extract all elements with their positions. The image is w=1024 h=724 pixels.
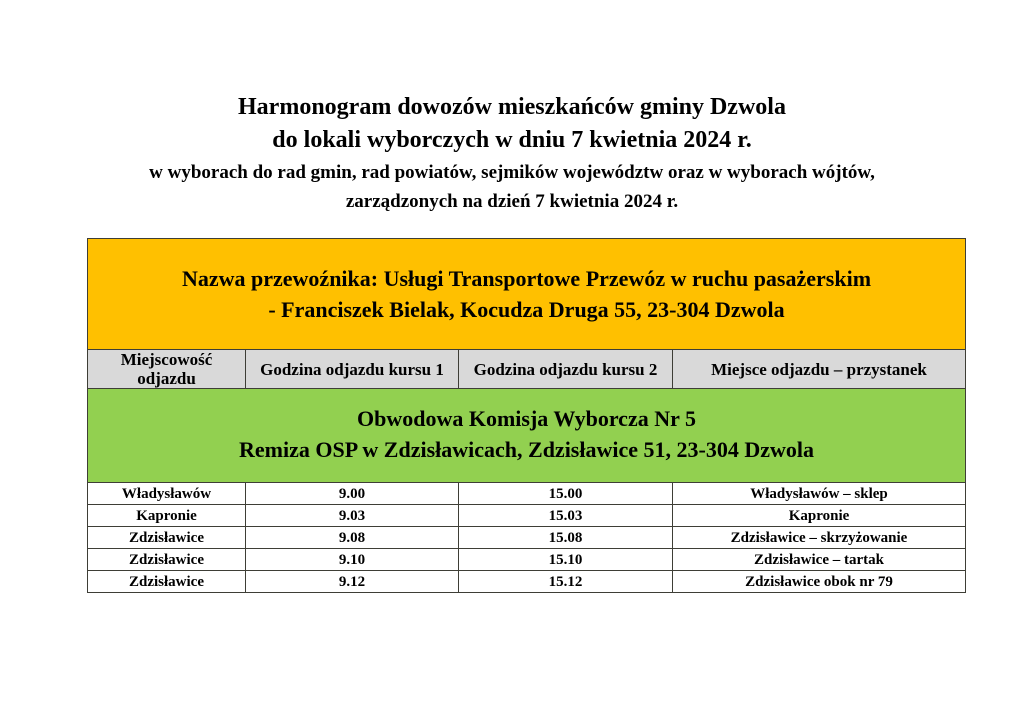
table-row [88,483,966,505]
cell-departure-stop: Zdzisławice – tartak [673,549,966,571]
cell-departure-stop: Władysławów – sklep [673,483,966,505]
cell-departure-time-2: 15.12 [459,571,673,593]
column-header-departure-place: Miejscowość odjazdu [88,350,246,389]
cell-departure-time-1: 9.12 [246,571,459,593]
cell-departure-time-2: 15.08 [459,527,673,549]
carrier-banner-line-1: Nazwa przewoźnika: Usługi Transportowe Przewóz w ruchu pasażerskim [181,266,872,291]
commission-banner-line-1: Obwodowa Komisja Wyborcza Nr 5 [357,406,696,431]
cell-departure-time-2: 15.10 [459,549,673,571]
cell-departure-time-2: 15.00 [459,483,673,505]
cell-departure-place: Zdzisławice [88,527,246,549]
commission-banner-line-2: Remiza OSP w Zdzisławicach, Zdzisławice 51, 23-304 Dzwola [238,437,814,462]
document-title-line-2: do lokali wyborczych w dniu 7 kwietnia 2024 r. [272,127,752,153]
cell-departure-stop: Zdzisławice – skrzyżowanie [673,527,966,549]
document-subtitle-line-2: zarządzonych na dzień 7 kwietnia 2024 r. [345,191,679,212]
table-row [88,505,966,527]
cell-departure-place: Kapronie [88,505,246,527]
cell-departure-time-1: 9.00 [246,483,459,505]
document-title-line-1: Harmonogram dowozów mieszkańców gminy Dzwola [238,94,786,120]
document-subtitle-line-1: w wyborach do rad gmin, rad powiatów, sejmików województw oraz w wyborach wójtów, [149,162,875,183]
cell-departure-time-1: 9.08 [246,527,459,549]
column-header-departure-stop: Miejsce odjazdu – przystanek [673,350,966,389]
table-row [88,527,966,549]
commission-banner [88,389,966,483]
carrier-banner-row [88,239,966,350]
column-header-departure-time-1: Godzina odjazdu kursu 1 [246,350,459,389]
schedule-table [87,238,966,593]
cell-departure-time-1: 9.10 [246,549,459,571]
cell-departure-time-2: 15.03 [459,505,673,527]
cell-departure-place: Zdzisławice [88,549,246,571]
commission-banner-row [88,389,966,483]
cell-departure-place: Zdzisławice [88,571,246,593]
column-header-departure-time-2: Godzina odjazdu kursu 2 [459,350,673,389]
table-header-row [88,350,966,389]
table-row [88,571,966,593]
cell-departure-stop: Zdzisławice obok nr 79 [673,571,966,593]
carrier-banner [88,239,966,350]
document-header [0,90,1024,215]
carrier-banner-line-2: - Franciszek Bielak, Kocudza Druga 55, 23-304 Dzwola [268,297,785,322]
cell-departure-time-1: 9.03 [246,505,459,527]
cell-departure-place: Władysławów [88,483,246,505]
cell-departure-stop: Kapronie [673,505,966,527]
table-row [88,549,966,571]
